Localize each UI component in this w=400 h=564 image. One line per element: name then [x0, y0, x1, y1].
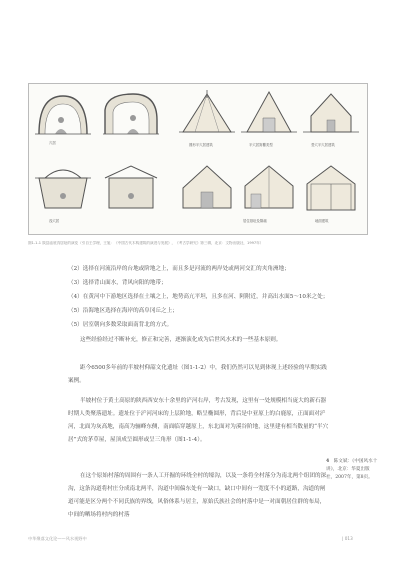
page-number: | 013 [342, 536, 353, 541]
pit-dwelling-sketch-2 [103, 164, 159, 216]
list-item: （3）选择背山面水，背风向阳的地带； [68, 280, 167, 286]
sketch-caption: 地面建筑 [315, 219, 329, 223]
footnote [326, 458, 378, 482]
hut-sketch-3 [303, 88, 359, 138]
sketch-caption: 穴居 [49, 141, 56, 145]
body-paragraph: 这些经验经过不断补充，修正和完善，逐渐演化成为后世风水术的一些基本原则。 [80, 337, 282, 343]
cave-dwelling-sketch-1 [35, 90, 91, 138]
sketch-caption: 竖穴半穴居建筑 [311, 143, 335, 147]
ground-building-sketch [303, 162, 359, 216]
footnote-text: 陈文斌：《中国风水十讲》，北京：华夏出版社，2007年，第8页。 [326, 459, 378, 480]
sketch-caption: 浅穴居 [49, 219, 60, 223]
cave-dwelling-sketch-2 [103, 90, 159, 138]
hut-sketch-2 [241, 88, 297, 138]
hut-sketch-1 [179, 88, 235, 138]
footnote-number: 4 [326, 459, 330, 464]
illustration-panel [28, 83, 368, 235]
pit-dwelling-sketch-1 [35, 164, 91, 216]
list-item: （4）在黄河中下游地区选择在土壤之上，地势高亢平坦，且多在河、阿附近，并高出水面5～10米之处； [68, 294, 329, 300]
list-item: （2）选择在河流沿岸的台地或阶地之上，而且多是河流的两岸处或两河交汇的夹角洲地； [68, 266, 290, 272]
body-paragraph: 距今6500多年前的半坡村仰韶文化遗址（图1-1-2）中，我们仍然可以见到体现上述经验的早期实践案例。 [68, 365, 327, 384]
running-footer: 中华聚落文化论——风水视野中 [28, 536, 87, 541]
semi-pit-house-sketch-1 [179, 162, 235, 216]
list-item: （5）居室朝向多数采取面南背北的方式。 [68, 322, 173, 328]
sketch-caption: 半穴居窝棚类型 [249, 143, 273, 147]
body-paragraph: 半坡村位于黄土高原的陕西西安东十余里的浐河右岸，考古发现，这里有一处规模相当庞大的新石器时期人类聚落遗址。遗址位于浐河河床的上层阶地，略呈椭圆形，背后是中亚原上的白鹿原，正面面对浐河，北面为灰高地，南高为骊峰东侧，南面临穿越原上，东北面对为溪谷阶地，这里建有相当数量的“半穴居”式的茅草屋，屋顶成呈圆形或呈三角形（图1-1-4）。 [68, 398, 329, 443]
semi-pit-house-sketch-2 [241, 162, 297, 216]
sketch-caption: 居住基址及隔墙 [243, 219, 267, 223]
sketch-caption: 圆形半穴居建筑 [189, 143, 213, 147]
list-item: （5）沿海地区选择在海岸的高阜冈丘之上； [68, 308, 178, 314]
body-paragraph: 在这个原始村落的周围有一条人工开掘的环绕全村的壕沟，以及一条将全村落分为南北两个组团的深沟，这条沟道将村庄分成南北两半，沟道中间偏东处有一缺口，缺口中间有一宽度不小的道路，沟道的闸道可能是区分两个不同氏族的界线，风俗体系与居主，原始氏族社会的村落中是一对面朝居住群的布局，中间的晒场将村内的村落 [68, 473, 327, 518]
criteria-list [68, 262, 329, 332]
figure-caption: 图1-1-1 陕县庙底沟居址的演变（引自王学理，王旭：《中国古代木构建筑的演进与发展》，《考古学研究》第三辑，北京：文物出版社，1997年） [28, 241, 264, 245]
